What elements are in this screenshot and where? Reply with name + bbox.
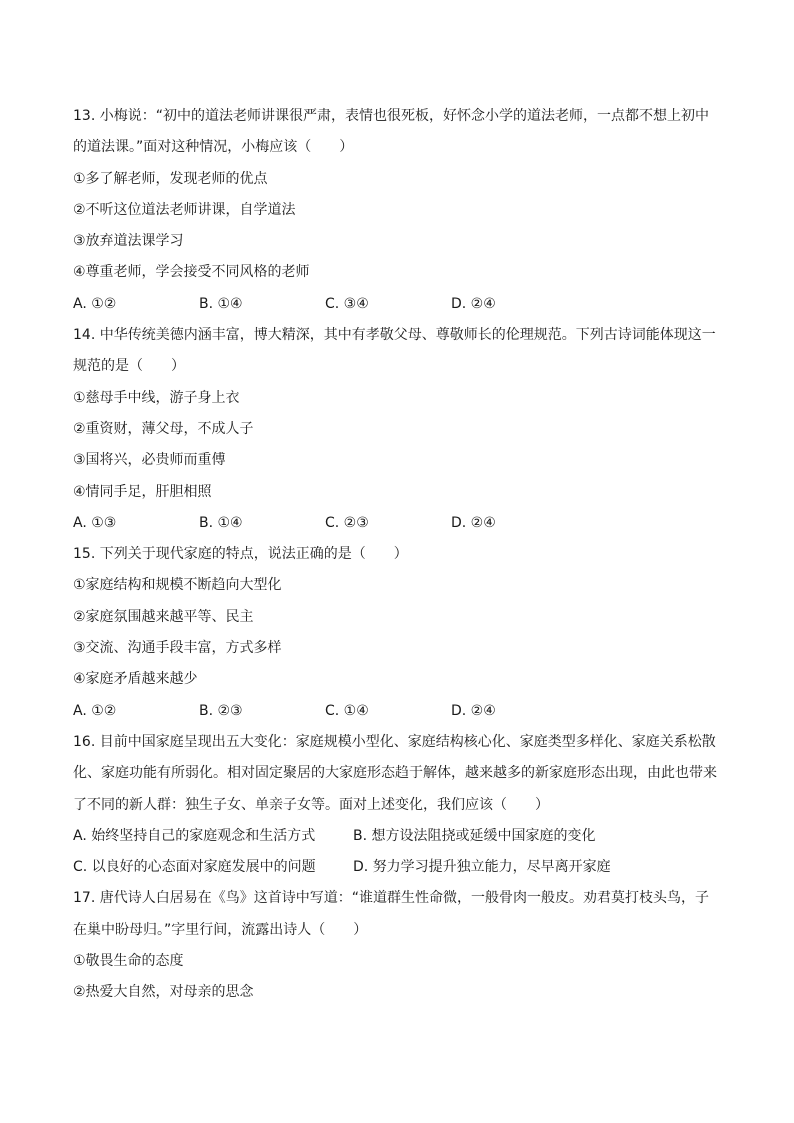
statement-item: ①家庭结构和规模不断趋向大型化 [73,577,282,594]
statement-item: ①慈母手中线，游子身上衣 [73,389,240,406]
option-b: B. ②③ [199,702,243,719]
option-d: D. ②④ [451,295,496,312]
option-d: D. ②④ [451,702,496,719]
statement-item: ③交流、沟通手段丰富，方式多样 [73,640,282,657]
question-list [73,101,723,1009]
option-d: D. 努力学习提升独立能力，尽早离开家庭 [353,859,611,876]
answer-options-row [73,852,723,883]
option-b: B. ①④ [199,514,243,531]
question-stem-line: 15. 下列关于现代家庭的特点，说法正确的是（ ） [73,546,408,563]
statement-item: ②重资财，薄父母，不成人子 [73,420,254,437]
option-b: B. ①④ [199,295,243,312]
statement-item: ②热爱大自然，对母亲的思念 [73,984,254,1001]
question-13 [73,101,723,320]
statement-item: ②家庭氛围越来越平等、民主 [73,608,254,625]
answer-options-row [73,821,723,852]
statement-item: ③国将兴，必贵师而重傅 [73,452,226,469]
question-stem-line: 在巢中盼母归。”字里行间，流露出诗人（ ） [73,921,368,938]
option-a: A. ①② [73,702,117,719]
option-c: C. 以良好的心态面对家庭发展中的问题 [73,859,316,876]
question-15 [73,539,723,727]
option-c: C. ③④ [325,295,369,312]
option-c: C. ②③ [325,514,369,531]
option-a: A. 始终坚持自己的家庭观念和生活方式 [73,827,316,844]
question-stem-line: 了不同的新人群：独生子女、单亲子女等。面对上述变化，我们应该（ ） [73,796,549,813]
option-d: D. ②④ [451,514,496,531]
option-a: A. ①③ [73,514,117,531]
statement-item: ④尊重老师，学会接受不同风格的老师 [73,264,310,281]
question-stem-line: 16. 目前中国家庭呈现出五大变化：家庭规模小型化、家庭结构核心化、家庭类型多样化、家庭关系松散 [73,733,716,750]
question-16 [73,727,723,883]
statement-item: ②不听这位道法老师讲课，自学道法 [73,201,296,218]
question-stem-line: 14. 中华传统美德内涵丰富，博大精深，其中有孝敬父母、尊敬师长的伦理规范。下列古诗词能体现这一 [73,327,716,344]
question-17 [73,883,723,1008]
option-b: B. 想方设法阻挠或延缓中国家庭的变化 [353,827,596,844]
question-stem-line: 17. 唐代诗人白居易在《鸟》这首诗中写道：“谁道群生性命微，一般骨肉一般皮。劝君莫打枝头鸟，子 [73,890,709,907]
question-stem-line: 13. 小梅说：“初中的道法老师讲课很严肃，表情也很死板，好怀念小学的道法老师，一点都不想上初中 [73,108,709,124]
statement-item: ③放弃道法课学习 [73,233,184,250]
question-stem-line: 的道法课。”面对这种情况，小梅应该（ ） [73,139,354,156]
statement-item: ①多了解老师，发现老师的优点 [73,170,268,187]
answer-options [73,289,723,320]
statement-item: ④家庭矛盾越来越少 [73,671,198,688]
question-stem-line: 化、家庭功能有所弱化。相对固定聚居的大家庭形态趋于解体，越来越多的新家庭形态出现，由此也带来 [73,765,717,782]
question-14 [73,320,723,539]
answer-options [73,696,723,727]
statement-item: ①敬畏生命的态度 [73,953,184,970]
statement-item: ④情同手足，肝胆相照 [73,483,212,500]
answer-options [73,508,723,539]
option-c: C. ①④ [325,702,369,719]
question-stem-line: 规范的是（ ） [73,358,185,375]
option-a: A. ①② [73,295,117,312]
